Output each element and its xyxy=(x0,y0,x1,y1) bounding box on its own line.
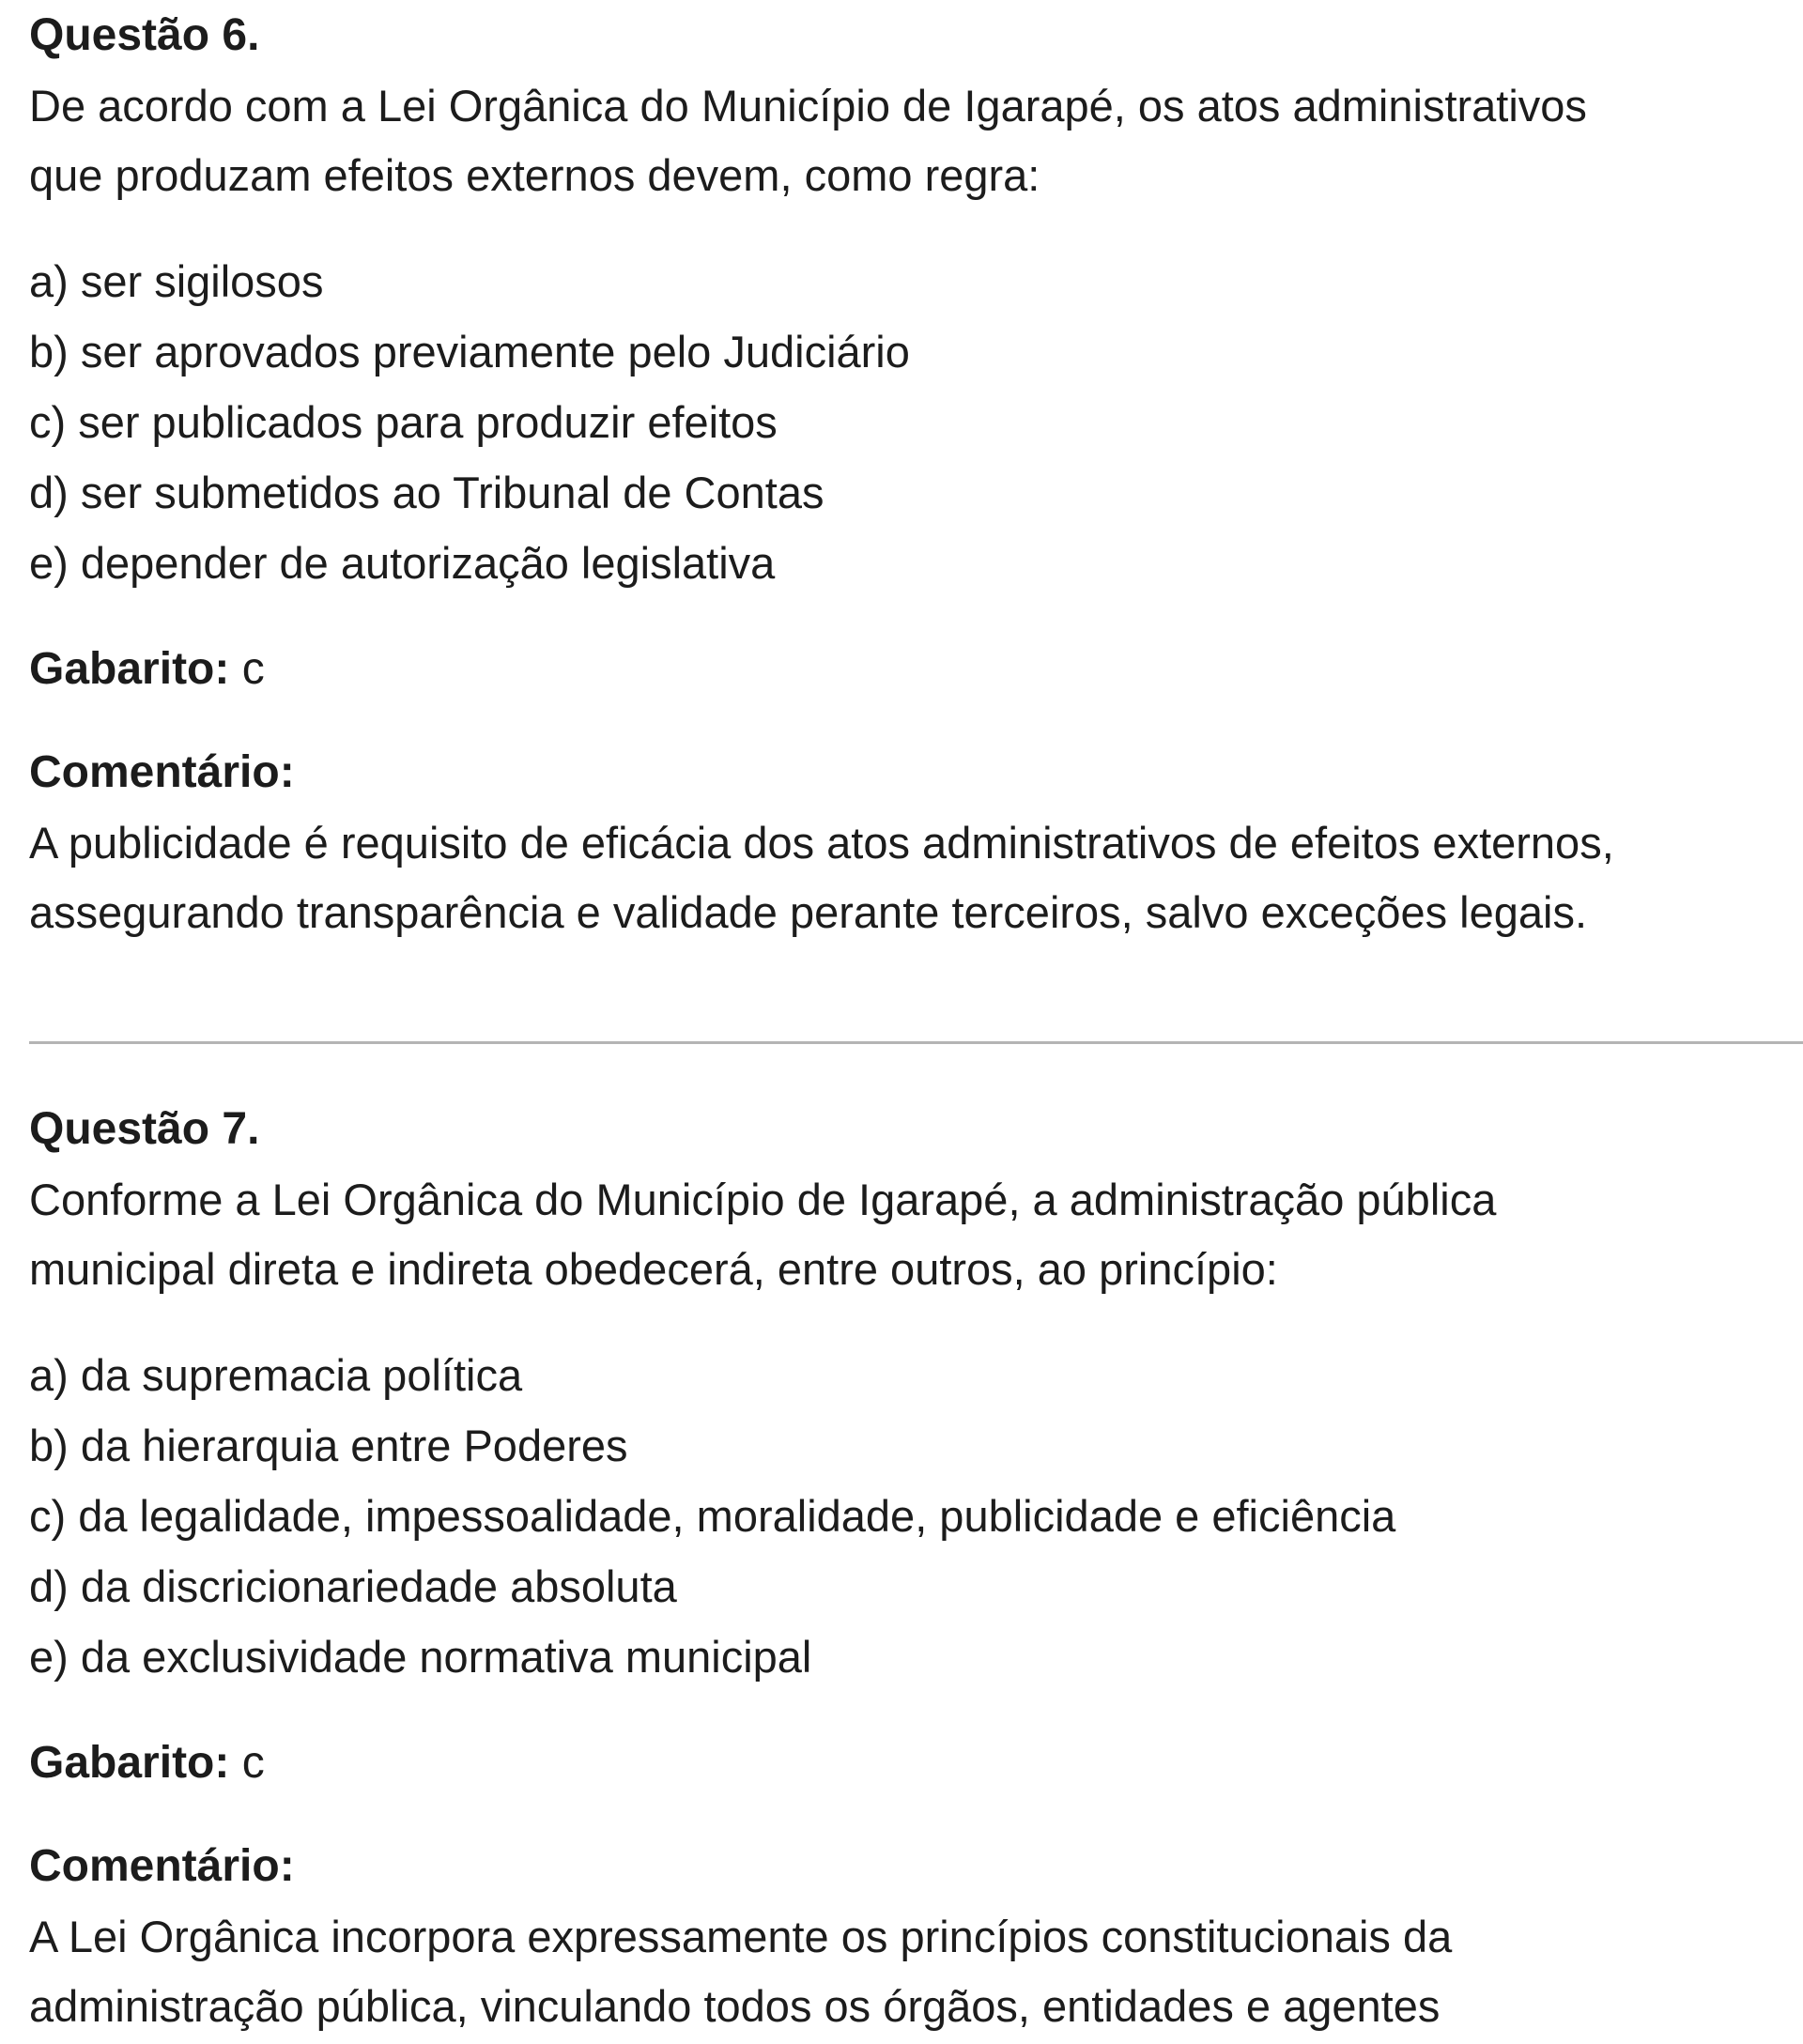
option-d: d) ser submetidos ao Tribunal de Contas xyxy=(29,468,824,517)
option-c: c) da legalidade, impessoalidade, moralidade, publicidade e eficiência xyxy=(29,1491,1396,1541)
option-a: a) da supremacia política xyxy=(29,1350,523,1400)
section-divider xyxy=(29,1041,1803,1044)
question-title: Questão 7. xyxy=(29,1104,260,1154)
option-b: b) da hierarquia entre Poderes xyxy=(29,1421,628,1470)
answer-line xyxy=(29,634,1803,705)
question-title: Questão 6. xyxy=(29,10,260,60)
option-c: c) ser publicados para produzir efeitos xyxy=(29,397,778,447)
section-divider-wrap xyxy=(29,1041,1803,1044)
comment-text-line: A Lei Orgânica incorpora expressamente os princípios constitucionais da xyxy=(29,1912,1453,1961)
comment-text-line: administração pública, vinculando todos os órgãos, entidades e agentes xyxy=(29,1981,1441,2031)
answer-value: c xyxy=(241,1738,265,1788)
answer-label: Gabarito: xyxy=(29,644,230,694)
answer-line xyxy=(29,1728,1803,1799)
answer-label: Gabarito: xyxy=(29,1738,230,1788)
option-e: e) depender de autorização legislativa xyxy=(29,538,776,588)
question-7 xyxy=(29,1094,1803,2041)
comment-text-line: A publicidade é requisito de eficácia dos atos administrativos de efeitos externos, xyxy=(29,818,1614,868)
document-page xyxy=(29,0,1803,2031)
comment-text-line: assegurando transparência e validade perante terceiros, salvo exceções legais. xyxy=(29,887,1588,937)
question-text-line: Conforme a Lei Orgânica do Município de Igarapé, a administração pública xyxy=(29,1175,1497,1224)
option-d: d) da discricionariedade absoluta xyxy=(29,1561,677,1611)
option-a: a) ser sigilosos xyxy=(29,256,324,306)
question-text-line: De acordo com a Lei Orgânica do Município de Igarapé, os atos administrativos xyxy=(29,81,1587,131)
option-e: e) da exclusividade normativa municipal xyxy=(29,1632,812,1682)
question-text-line: que produzam efeitos externos devem, como regra: xyxy=(29,150,1040,200)
answer-value: c xyxy=(241,644,265,694)
options-list xyxy=(29,1340,1803,1692)
question-6 xyxy=(29,0,1803,947)
options-list xyxy=(29,246,1803,598)
question-text-line: municipal direta e indireta obedecerá, entre outros, ao princípio: xyxy=(29,1244,1278,1294)
comment-label: Comentário: xyxy=(29,1841,295,1891)
comment-label: Comentário: xyxy=(29,747,295,797)
option-b: b) ser aprovados previamente pelo Judiciário xyxy=(29,327,910,377)
